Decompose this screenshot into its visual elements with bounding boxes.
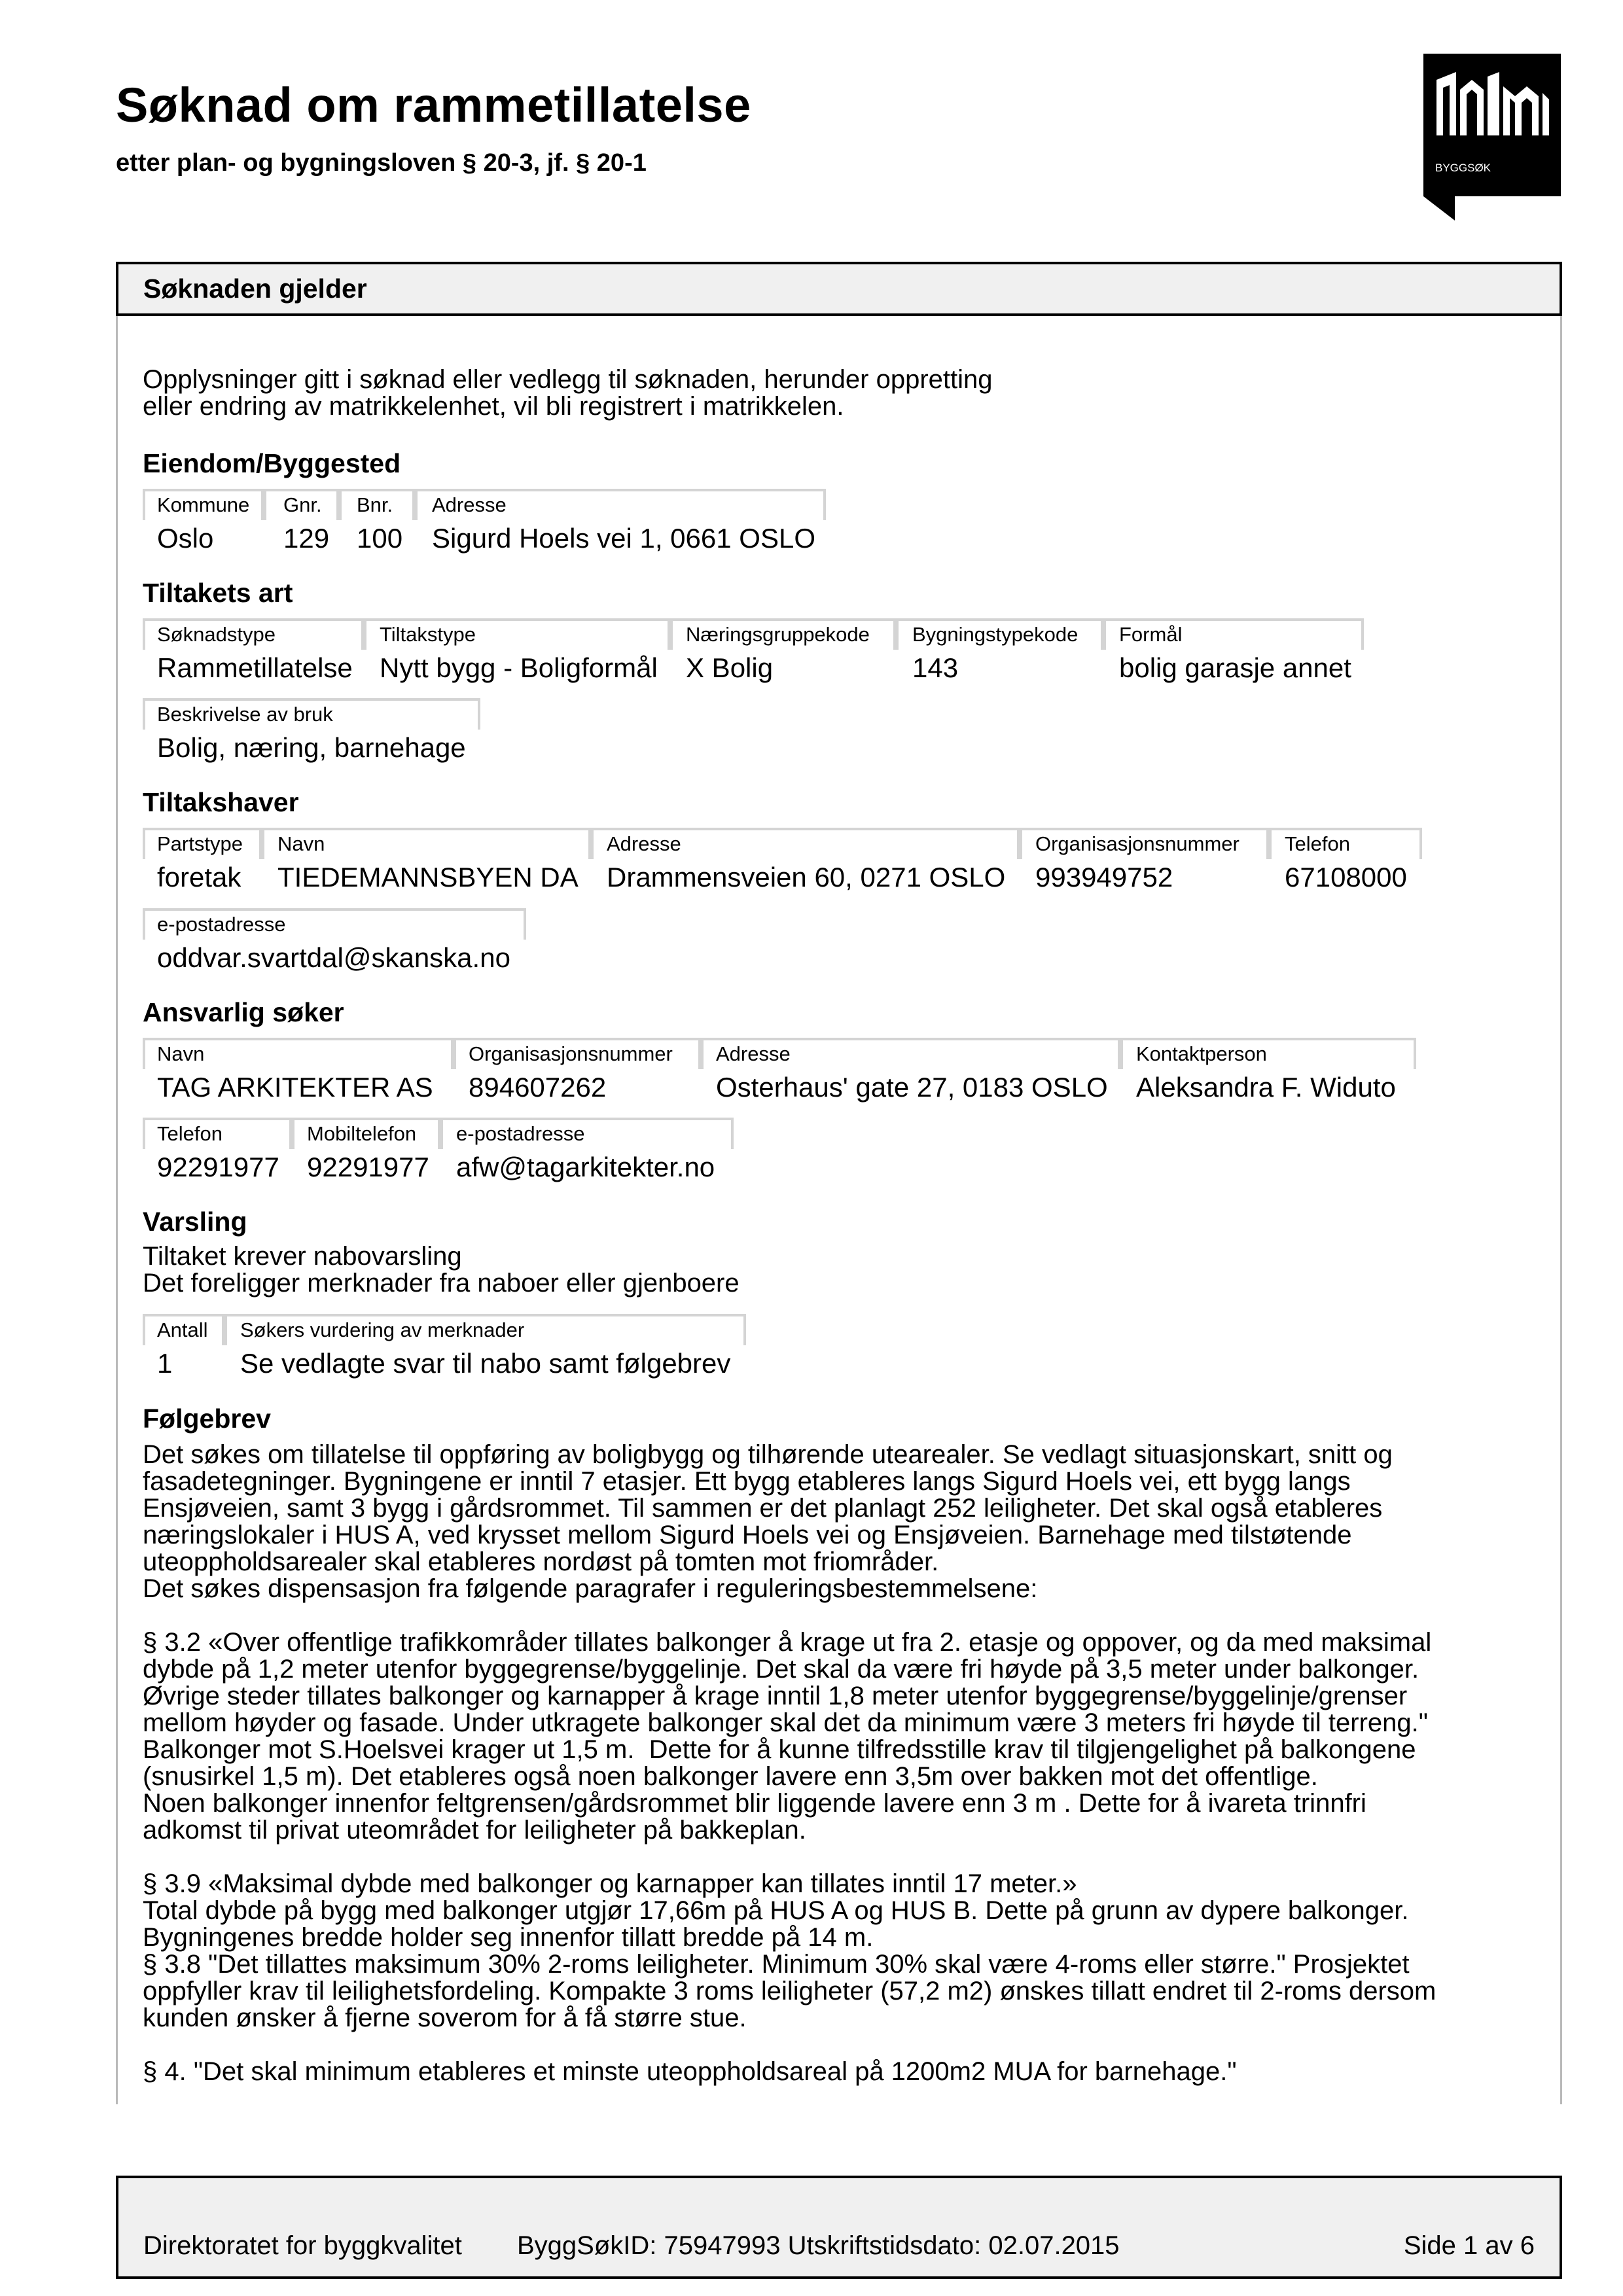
value-organisasjonsnummer: 993949752 <box>1035 862 1173 892</box>
value-mobiltelefon: 92291977 <box>307 1152 429 1182</box>
value-bygningstypekode: 143 <box>912 652 959 683</box>
value-e-postadresse: afw@tagarkitekter.no <box>456 1152 715 1182</box>
label-formal: Formål <box>1119 623 1183 646</box>
value-telefon: 92291977 <box>157 1152 279 1182</box>
value-beskrivelse-av-bruk: Bolig, næring, barnehage <box>157 732 466 763</box>
value-adresse: Drammensveien 60, 0271 OSLO <box>607 862 1006 892</box>
intro-text: Opplysninger gitt i søknad eller vedlegg til søknaden, herunder oppretting eller endring av matrikkelenhet, vil bli registrert i matrikkelen. <box>143 365 993 421</box>
label-tiltakstype: Tiltakstype <box>380 623 476 646</box>
section-header <box>116 262 1562 316</box>
varsling-heading: Varsling <box>143 1207 247 1237</box>
label-bnr: Bnr. <box>357 493 393 516</box>
folgebrev-heading: Følgebrev <box>143 1404 271 1434</box>
label-kommune: Kommune <box>157 493 250 516</box>
label-sokers-vurdering: Søkers vurdering av merknader <box>240 1318 525 1341</box>
label-telefon: Telefon <box>157 1122 223 1145</box>
varsling-text: Tiltaket krever nabovarsling Det foreligger merknader fra naboer eller gjenboere <box>143 1242 740 1298</box>
label-adresse: Adresse <box>607 832 681 855</box>
label-bygningstypekode: Bygningstypekode <box>912 623 1079 646</box>
svg-text:BYGGSØK: BYGGSØK <box>1435 162 1491 174</box>
value-kontaktperson: Aleksandra F. Widuto <box>1136 1072 1396 1103</box>
folgebrev-text: Det søkes om tillatelse til oppføring av boligbygg og tilhørende utearealer. Se vedlagt situasjonskart, snitt og fasadetegninger. Bygningene er inntil 7 etasjer. Ett bygg etableres langs Sigurd Hoels vei, ett bygg langs Ensjøveien, samt 3 bygg i gårdsrommet. Til sammen er det planlagt 252 leiligheter. Det skal også etableres næringslokaler i HUS A, ved krysset mellom Sigurd Hoels vei og Ensjøveien. Barnehage med tilstøtende uteoppholdsarealer skal etableres nordøst på tomten mot friområder. Det søkes dispensasjon fra følgende paragrafer i reguleringsbestemmelsene: § 3.2 «Over offentlige trafikkområder tillates balkonger å krage ut fra 2. etasje og oppover, og da med maksimal dybde på 1,2 meter utenfor byggegrense/byggelinje. Det skal da være fri høyde på 3,5 meter under balkonger. Øvrige steder tillates balkonger og karnapper å krage inntil 1,8 meter utenfor byggegrense/byggelinje/grenser mellom høyder og fasade. Under utkragete balkonger skal det da minimum være 3 meters fri høyde til terreng." Balkonger mot S.Hoelsvei krager ut 1,5 m. Dette for å kunne tilfredsstille krav til tilgjengelighet på balkongene (snusirkel 1,5 m). Det etableres også noen balkonger lavere enn 3,5m over bakken mot det offentlige. Noen balkonger innenfor feltgrensen/gårdsrommet blir liggende lavere enn 3 m . Dette for å ivareta trinnfri adkomst til privat uteområdet for leiligheter på bakkeplan. § 3.9 «Maksimal dybde med balkonger og karnapper kan tillates inntil 17 meter.» Total dybde på bygg med balkonger utgjør 17,66m på HUS A og HUS B. Dette på grunn av dypere balkonger. Bygningenes bredde holder seg innenfor tillatt bredde på 14 m. § 3.8 "Det tillattes maksimum 30% 2-roms leiligheter. Minimum 30% skal være 4-roms eller større." Prosjektet oppfyller krav til leilighetsfordeling. Kompakte 3 roms leiligheter (57,2 m2) ønskes tillatt endret til 2-roms dersom kunden ønsker å fjerne soverom for å få større stue. § 4. "Det skal minimum etableres et minste uteoppholdsareal på 1200m2 MUA for barnehage." <box>143 1440 1436 2086</box>
value-adresse: Sigurd Hoels vei 1, 0661 OSLO <box>432 523 815 554</box>
footer-page-number: Side 1 av 6 <box>1403 2231 1535 2260</box>
label-mobiltelefon: Mobiltelefon <box>307 1122 417 1145</box>
value-bnr: 100 <box>357 523 403 554</box>
section-title: Søknaden gjelder <box>143 274 367 304</box>
label-adresse: Adresse <box>432 493 507 516</box>
value-soknadstype: Rammetillatelse <box>157 652 353 683</box>
label-naeringsgruppekode: Næringsgruppekode <box>686 623 870 646</box>
label-gnr: Gnr. <box>283 493 322 516</box>
tiltakets-art-heading: Tiltakets art <box>143 578 293 608</box>
label-organisasjonsnummer: Organisasjonsnummer <box>469 1042 673 1065</box>
value-e-postadresse: oddvar.svartdal@skanska.no <box>157 942 510 973</box>
value-antall: 1 <box>157 1348 173 1379</box>
label-navn: Navn <box>277 832 325 855</box>
value-formal: bolig garasje annet <box>1119 652 1351 683</box>
tiltakshaver-heading: Tiltakshaver <box>143 787 299 817</box>
document-title: Søknad om rammetillatelse <box>116 78 751 132</box>
eiendom-heading: Eiendom/Byggested <box>143 448 401 478</box>
label-partstype: Partstype <box>157 832 243 855</box>
label-adresse: Adresse <box>716 1042 791 1065</box>
footer-organization: Direktoratet for byggkvalitet <box>143 2231 462 2260</box>
document-subtitle: etter plan- og bygningsloven § 20-3, jf. § 20-1 <box>116 149 647 177</box>
label-organisasjonsnummer: Organisasjonsnummer <box>1035 832 1240 855</box>
value-navn: TIEDEMANNSBYEN DA <box>277 862 579 892</box>
value-sokers-vurdering: Se vedlagte svar til nabo samt følgebrev <box>240 1348 731 1379</box>
page-footer <box>116 2176 1562 2279</box>
label-soknadstype: Søknadstype <box>157 623 276 646</box>
label-navn: Navn <box>157 1042 205 1065</box>
label-antall: Antall <box>157 1318 208 1341</box>
value-tiltakstype: Nytt bygg - Boligformål <box>380 652 658 683</box>
value-organisasjonsnummer: 894607262 <box>469 1072 607 1103</box>
ansvarlig-soker-heading: Ansvarlig søker <box>143 997 344 1027</box>
label-kontaktperson: Kontaktperson <box>1136 1042 1267 1065</box>
value-navn: TAG ARKITEKTER AS <box>157 1072 433 1103</box>
label-telefon: Telefon <box>1285 832 1350 855</box>
value-gnr: 129 <box>283 523 330 554</box>
value-partstype: foretak <box>157 862 241 892</box>
value-telefon: 67108000 <box>1285 862 1407 892</box>
footer-byggsok-id: ByggSøkID: 75947993 Utskriftstidsdato: 02.07.2015 <box>517 2231 1120 2260</box>
label-e-postadresse: e-postadresse <box>157 913 286 936</box>
value-adresse: Osterhaus' gate 27, 0183 OSLO <box>716 1072 1108 1103</box>
label-beskrivelse-av-bruk: Beskrivelse av bruk <box>157 703 333 726</box>
byggsok-logo <box>1423 54 1561 221</box>
value-naeringsgruppekode: X Bolig <box>686 652 774 683</box>
value-kommune: Oslo <box>157 523 214 554</box>
label-e-postadresse: e-postadresse <box>456 1122 585 1145</box>
